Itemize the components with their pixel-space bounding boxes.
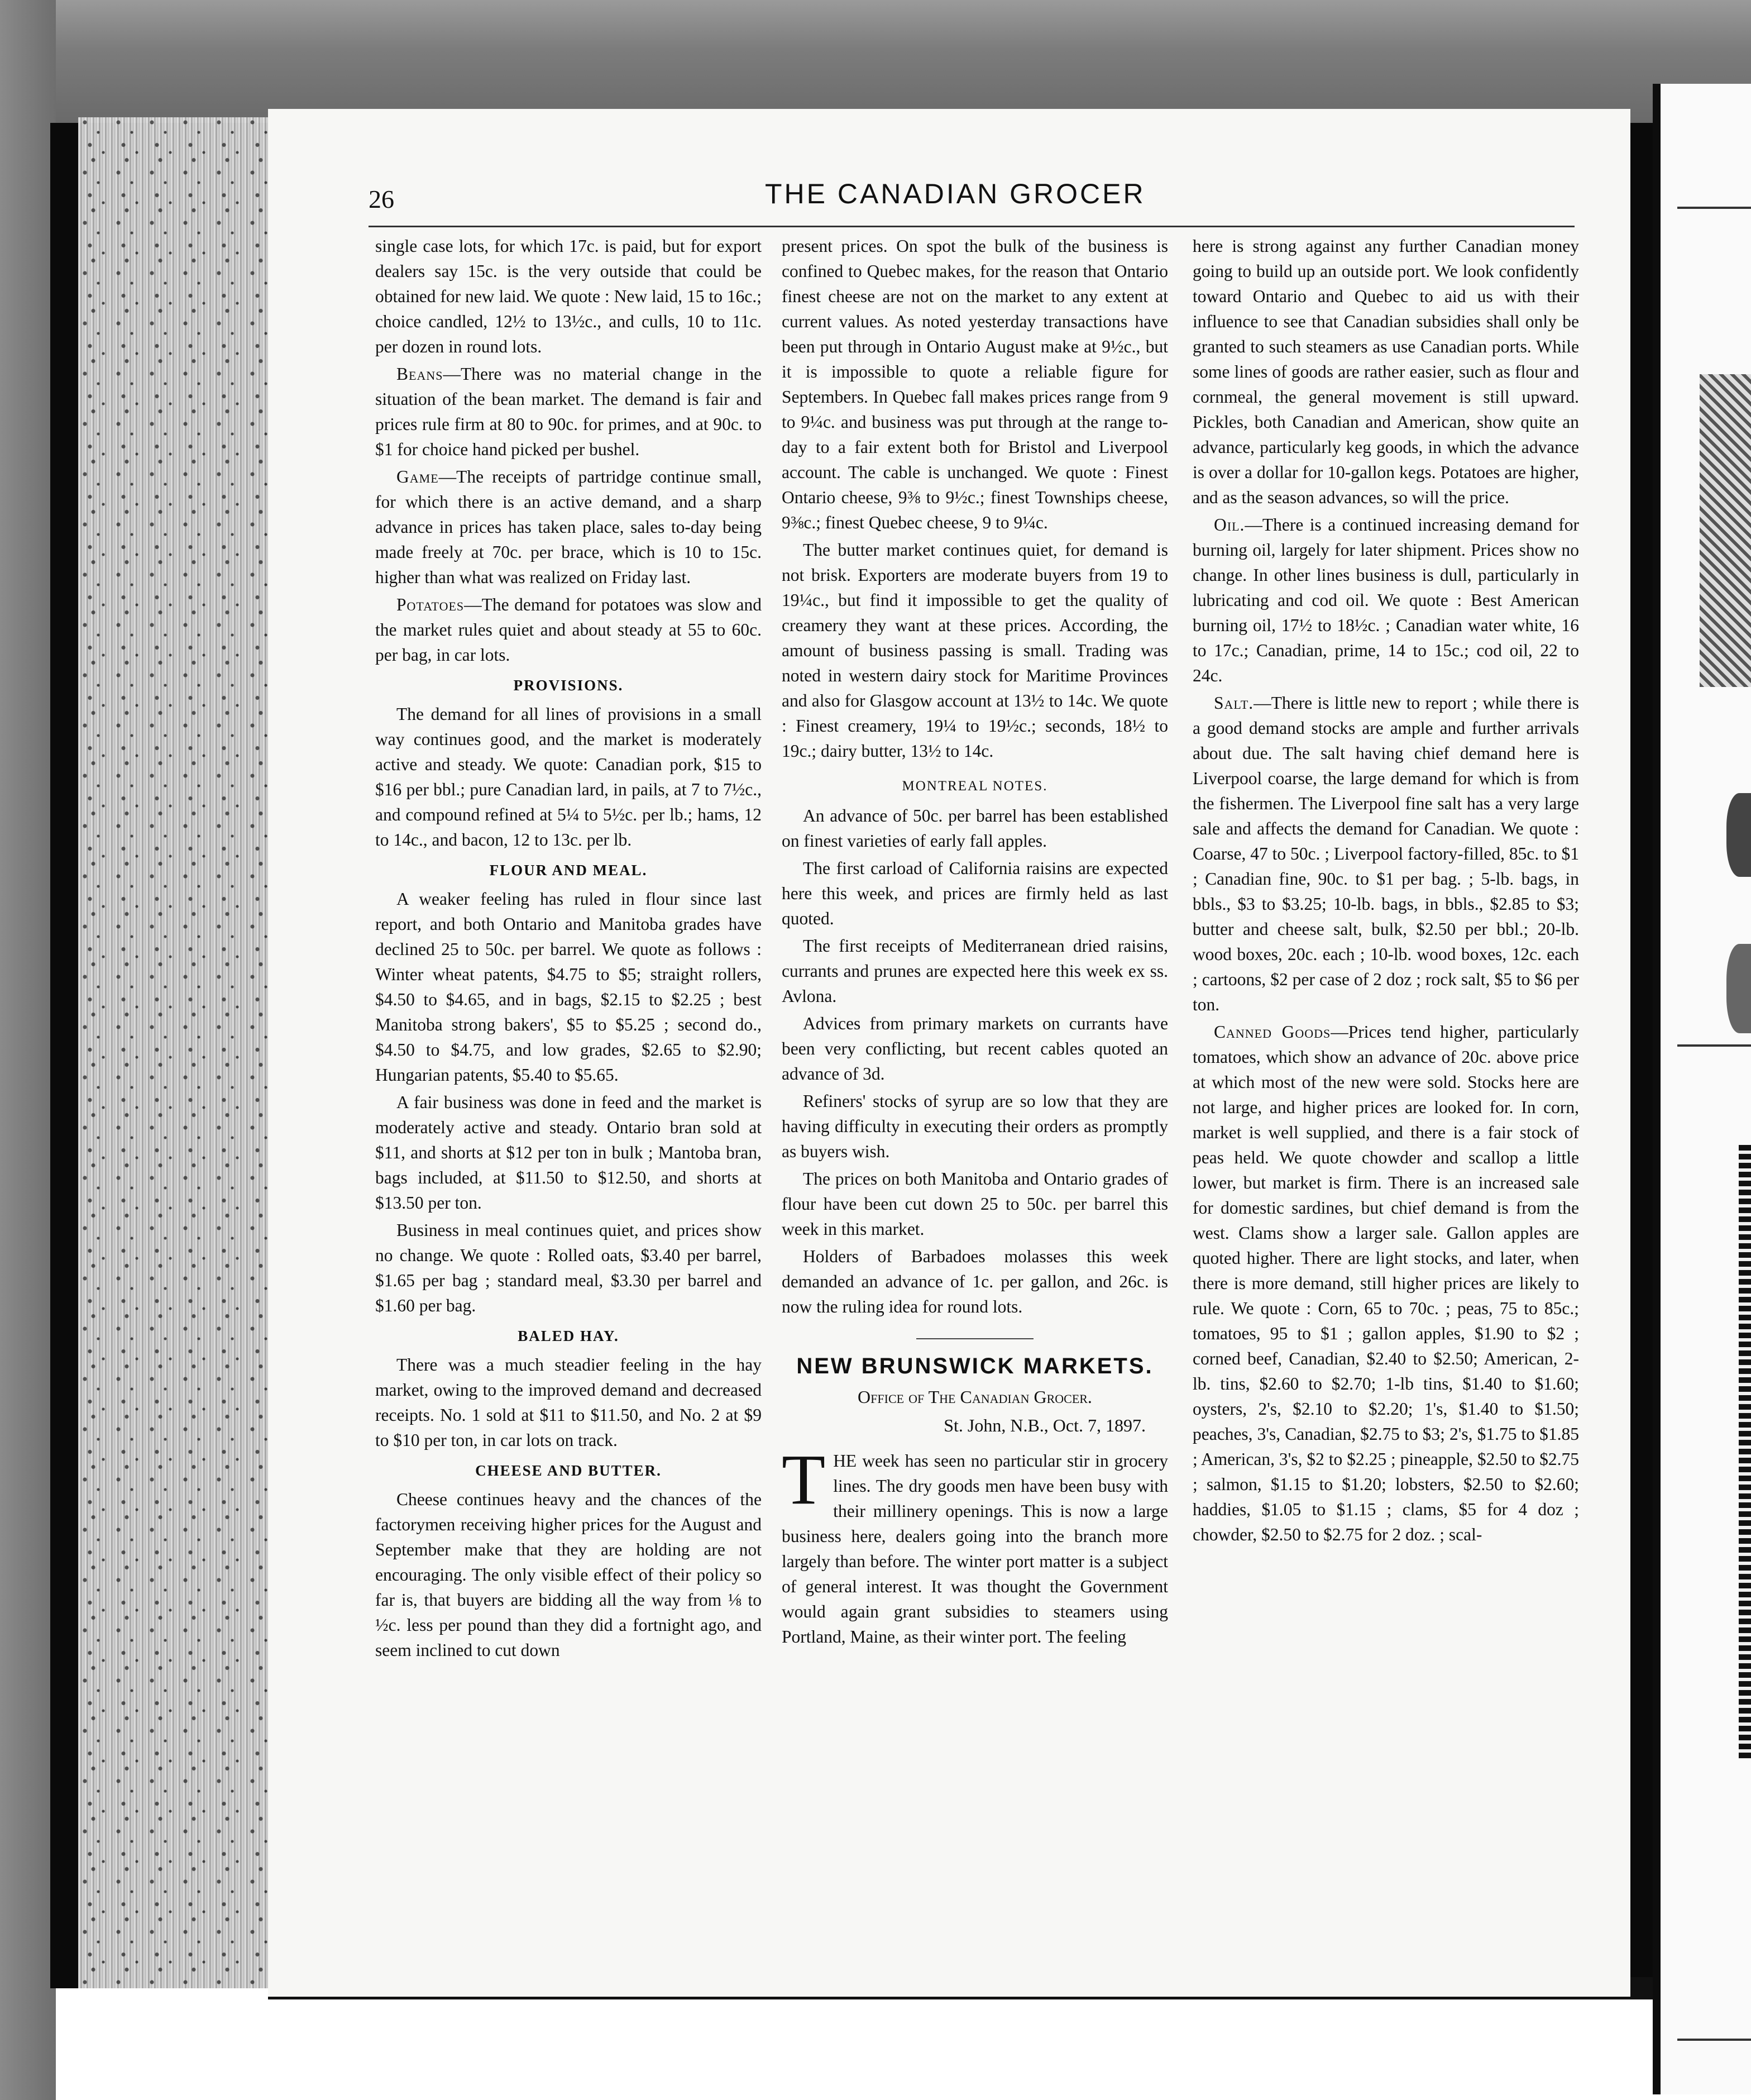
new-brunswick-text: HE week has seen no particular stir in grocery lines. The dry goods men have been busy with their millinery openings. This is now a large business here, dealers going into the branch more largely than before. The winter port matter is a subject of general interest. It was thought the Government would again grant subsidies to steamers using Portland, Maine, as their winter port. The feeling [782,1451,1168,1646]
provisions-heading: PROVISIONS. [513,677,624,694]
hay-heading: BALED HAY. [518,1328,619,1344]
eggs-paragraph: single case lots, for which 17c. is paid, but for export dealers say 15c. is the very outside that could be obtained for new laid. We quote : New laid, 15 to 16c.; choice candled, 12½ to 13½c., and culls, 10 to 11c. per dozen in round lots. [375,236,762,356]
header-rule [369,226,1575,227]
cheese-heading: CHEESE AND BUTTER. [475,1462,662,1479]
scan-background-left [0,0,56,2100]
salt-lead: Salt. [1214,693,1254,713]
right-page-edge [1653,84,1751,2094]
column-1 [375,233,762,1665]
office-line: Office of The Canadian Grocer. [858,1387,1092,1407]
provisions-paragraph: The demand for all lines of provisions in a small way continues good, and the market is moderately active and steady. We quote: Canadian pork, $15 to $16 per bbl.; pure Canadian lard, in pails, at 7 to 7½c., and compound refined at 5¼ to 5½c. per lb.; hams, 12 to 14c., and bacon, 12 to 13c. per lb. [375,704,762,849]
potatoes-lead: Potatoes [396,595,465,614]
oil-paragraph [1193,512,1579,688]
flour-paragraph-1: A weaker feeling has ruled in flour since last report, and both Ontario and Manitoba grades have declined 25 to 50c. per barrel. We quote as follows : Winter wheat patents, $4.75 to $5; straight rollers, $4.50 to $4.65, and in bags, $2.15 to $2.25 ; best Manitoba strong bakers', $5 to $5.25 ; second do., $4.50 to $4.75, and low grades, $2.65 to $2.90; Hungarian patents, $5.40 to $5.65. [375,889,762,1085]
new-brunswick-continued: here is strong against any further Canadian money going to build up an outside port. We look confidently toward Ontario and Quebec to aid us with their influence to see that Canadian subsidies shall only be granted to such steamers as use Canadian ports. While some lines of goods are rather easier, such as flour and cornmeal, the general movement is still upward. Pickles, both Canadian and American, show quite an advance, particularly keg goods, in which the advance is over a dollar for 10-gallon kegs. Potatoes are higher, and as the season advances, so will the price. [1193,236,1579,507]
beans-paragraph [375,361,762,462]
canned-goods-lead: Canned Goods [1214,1022,1331,1042]
cheese-continued: present prices. On spot the bulk of the business is confined to Quebec makes, for the reason that Ontario finest cheese are not on the market to any extent at current values. As noted yesterday transactions have been put through in Ontario August make at 9½c., but it is impossible to quote a reliable figure for Septembers. In Quebec fall makes prices range from 9 to 9¼c. and business was put through at the range to-day to a fair extent both for Bristol and Liverpool account. The cable is unchanged. We quote : Finest Ontario cheese, 9⅜ to 9½c.; finest Townships cheese, 9⅜c.; finest Quebec cheese, 9 to 9¼c. [782,236,1168,532]
oil-text: —There is a continued increasing demand for burning oil, largely for later shipment. Prices show no change. In other lines business is dull, particularly in lubricating and cod oil. We quote : Best American burning oil, 17½ to 18½c. ; Canadian water white, 16 to 17c.; Canadian, prime, 14 to 15c.; cod oil, 22 to 24c. [1193,515,1579,685]
game-lead: Game [396,467,439,486]
drop-cap: T [782,1440,826,1519]
montreal-note: Holders of Barbadoes molasses this week demanded an advance of 1c. per gallon, and 26c. is now the ruling idea for round lots. [782,1247,1168,1316]
page-title: THE CANADIAN GROCER [765,178,1146,209]
beans-lead: Beans [396,364,443,384]
right-page-border-ornament [1739,1145,1751,1759]
column-2 [782,233,1168,1652]
salt-paragraph [1193,690,1579,1017]
montreal-notes-heading: MONTREAL NOTES. [902,779,1048,794]
butter-paragraph: The butter market continues quiet, for demand is not brisk. Exporters are moderate buyers from 19 to 19¼c., but find it impossible to get the quality of creamery they want at these prices. According, the amount of business passing is small. Trading was noted in western dairy stock for Maritime Provinces and also for Glasgow account at 13½ to 14c. We quote : Finest creamery, 19¼ to 19½c.; seconds, 18½ to 19c.; dairy butter, 13½ to 14c. [782,540,1168,761]
column-3 [1193,233,1579,1549]
canned-goods-text: —Prices tend higher, particularly tomatoes, which show an advance of 20c. above price at which most of the new were sold. Stocks here are not large, and higher prices are looked for. In corn, market is well supplied, and there is a fair stock of peas held. We quote chowder and scallop a little lower, but market is firm. There is an increased sale for domestic sardines, but chief demand is from the west. Clams show a larger sale. Gallon apples are quoted higher. There are light stocks, and later, when there is more demand, still higher prices are likely to rule. We quote : Corn, 65 to 70c. ; peas, 75 to 85c.; tomatoes, 95 to $1 ; gallon apples, $1.90 to $2 ; corned beef, Canadian, $2.40 to $2.50; American, 2-lb. tins, $2.60 to $2.70; 1-lb tins, $1.40 to $1.60; oysters, 2's, $2.10 to $2.20; 1's, $1.40 to $1.50; peaches, 3's, Canadian, $2.75 to $3; 2's, $1.75 to $1.85 ; American, 3's, $2 to $2.25 ; pineapple, $2.50 to $2.75 ; salmon, $1.15 to $1.20; lobsters, $2.50 to $2.60; haddies, $1.05 to $1.15 ; clams, $5 for 4 doz ; chowder, $2.50 to $2.75 for 2 doz. ; scal- [1193,1022,1579,1544]
game-paragraph [375,464,762,590]
salt-text: —There is little new to report ; while there is a good demand stocks are ample and further arrivals about due. The salt having chief demand here is Liverpool coarse, the large demand for which is from the fishermen. The Liverpool fine salt has a very large sale and affects the demand for Canadian. We quote : Coarse, 47 to 50c. ; Liverpool factory-filled, 85c. to $1 ; Canadian fine, 90c. to $1 per bag. ; 5-lb. bags, in bbls., $3 to $3.25; 10-lb. bags, in bbls., $2.85 to $3; butter and cheese salt, bulk, $2.50 per bbl.; 20-lb. wood boxes, 20c. each ; 10-lb. wood boxes, 12c. each ; cartoons, $2 per case of 2 doz ; rock salt, $5 to $6 per ton. [1193,693,1579,1014]
montreal-note: An advance of 50c. per barrel has been established on finest varieties of early fall apples. [782,806,1168,851]
montreal-note: Advices from primary markets on currants have been very conflicting, but recent cables quoted an advance of 3d. [782,1014,1168,1084]
new-brunswick-heading: NEW BRUNSWICK MARKETS. [796,1354,1154,1378]
game-text: —The receipts of partridge continue small, for which there is an active demand, and a sharp advance in prices has taken place, sales to-day being made freely at 70c. per brace, which is 10 to 15c. higher than what was realized on Friday last. [375,467,762,587]
dateline: St. John, N.B., Oct. 7, 1897. [944,1415,1146,1435]
oil-lead: Oil. [1214,515,1245,534]
montreal-note: The first carload of California raisins are expected here this week, and prices are firmly held as last quoted. [782,858,1168,928]
page-edges [78,117,268,1988]
hay-paragraph: There was a much steadier feeling in the hay market, owing to the improved demand and decreased receipts. No. 1 sold at $11 to $11.50, and No. 2 at $9 to $10 per ton, in car lots on track. [375,1355,762,1450]
right-page-illustration-2 [1726,793,1751,877]
beans-text: —There was no material change in the situation of the bean market. The demand is fair and prices rule firm at 80 to 90c. for primes, and at 90c. to $1 for choice hand picked per bushel. [375,364,762,459]
flour-heading: FLOUR AND MEAL. [489,862,648,879]
page-header [369,168,1575,218]
right-page-illustration [1700,374,1751,687]
flour-paragraph-3: Business in meal continues quiet, and prices show no change. We quote : Rolled oats, $3.40 per barrel, $1.65 per bag ; standard meal, $3.30 per barrel and $1.60 per bag. [375,1220,762,1315]
potatoes-paragraph [375,592,762,667]
montreal-note: Refiners' stocks of syrup are so low that they are having difficulty in executing their orders as promptly as buyers wish. [782,1091,1168,1161]
right-page-illustration-3 [1726,944,1751,1033]
section-divider [916,1338,1034,1339]
flour-paragraph-2: A fair business was done in feed and the market is moderately active and steady. Ontario bran sold at $11, and shorts at $12 per ton in bulk ; Mantoba bran, bags included, at $11.50 to $12.50, and shorts at $13.50 per ton. [375,1092,762,1213]
scan-background-top [0,0,1751,123]
montreal-note: The prices on both Manitoba and Ontario grades of flour have been cut down 25 to 50c. per barrel this week in this market. [782,1169,1168,1239]
new-brunswick-paragraph [782,1440,1168,1649]
potatoes-text: —The demand for potatoes was slow and the market rules quiet and about steady at 55 to 60c. per bag, in car lots. [375,595,762,665]
page-number: 26 [369,185,394,213]
canned-goods-paragraph [1193,1019,1579,1547]
montreal-note: The first receipts of Mediterranean dried raisins, currants and prunes are expected here this week ex ss. Avlona. [782,936,1168,1006]
cheese-paragraph: Cheese continues heavy and the chances of the factorymen receiving higher prices for the August and September make that they are holding are not encouraging. The only visible effect of their policy so far is, that buyers are bidding all the way from ⅛ to ½c. less per pound than they did a fortnight ago, and seem inclined to cut down [375,1490,762,1660]
